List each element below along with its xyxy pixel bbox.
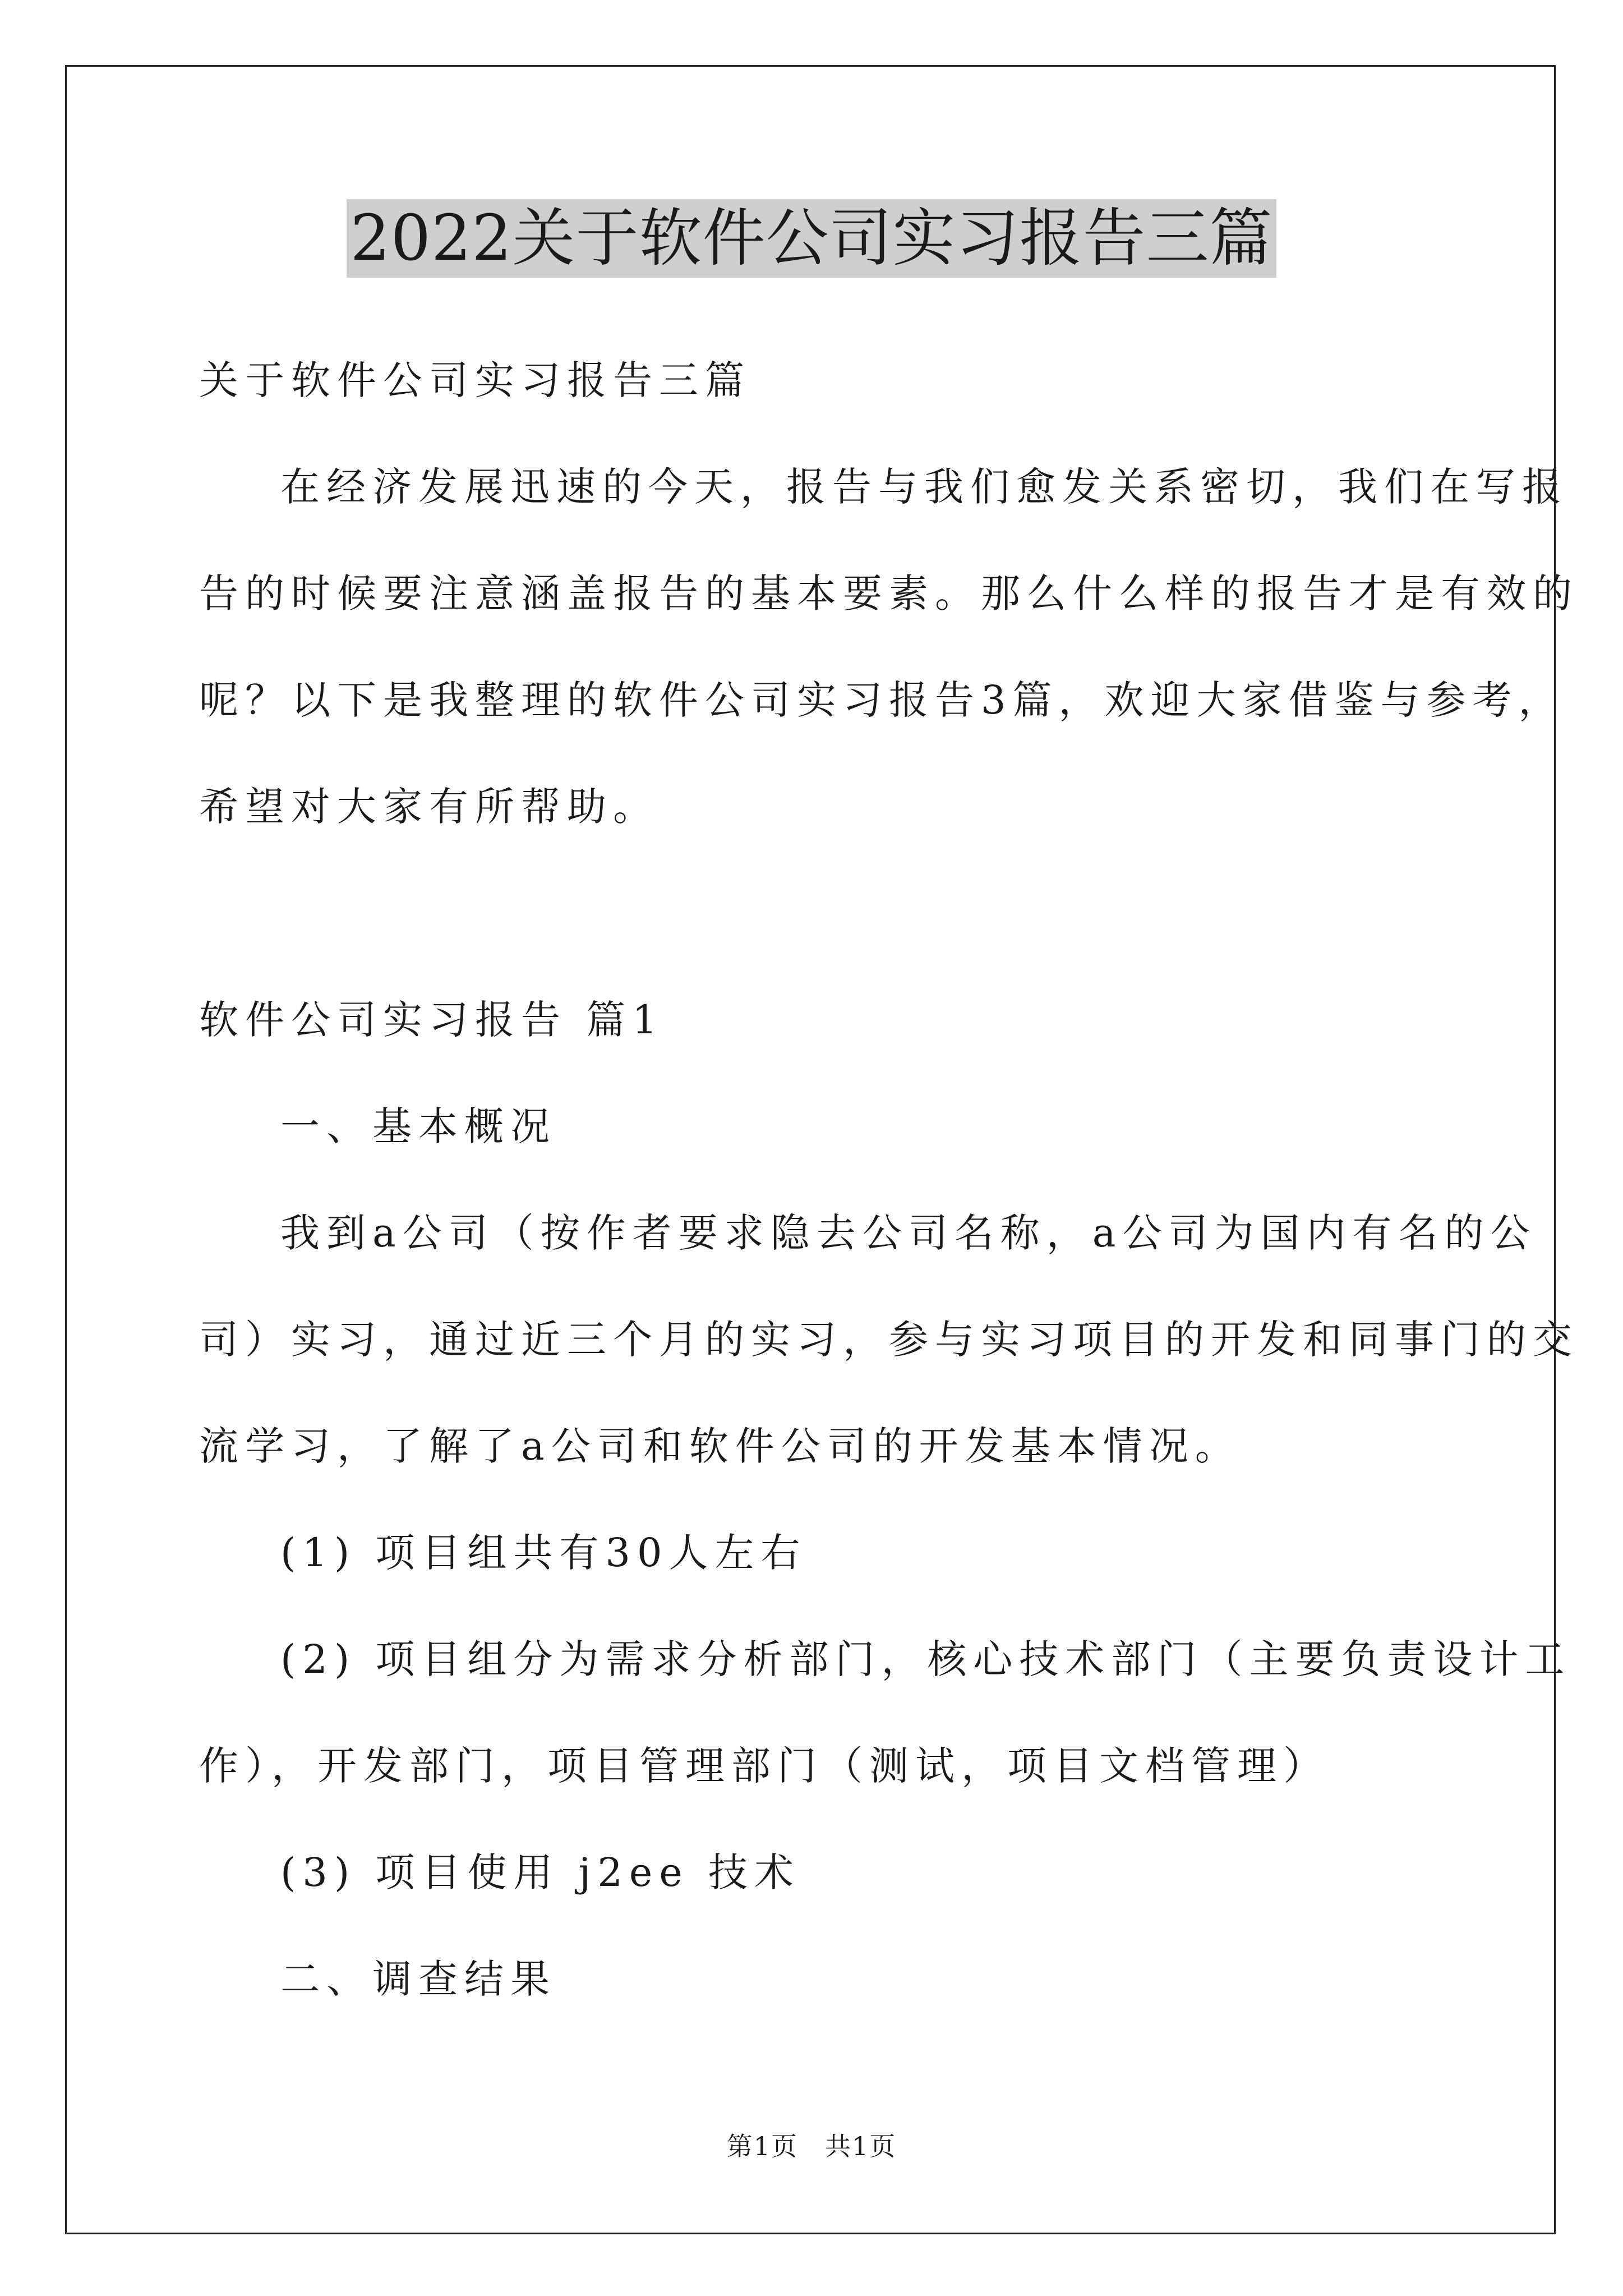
- part2-heading: 二、调查结果: [280, 1956, 556, 2002]
- part1-line-3: 流学习，了解了a公司和软件公司的开发基本情况。: [199, 1423, 1241, 1469]
- part1-line-2: 司）实习，通过近三个月的实习，参与实习项目的开发和同事门的交: [199, 1317, 1579, 1363]
- page-total: 共1页: [825, 2131, 897, 2161]
- intro-line-3: 呢？以下是我整理的软件公司实习报告3篇，欢迎大家借鉴与参考，: [199, 677, 1565, 723]
- list-item-2-line-2: 作），开发部门，项目管理部门（测试，项目文档管理）: [199, 1743, 1329, 1789]
- intro-line-2: 告的时候要注意涵盖报告的基本要素。那么什么样的报告才是有效的: [199, 570, 1579, 616]
- subtitle: 关于软件公司实习报告三篇: [199, 357, 751, 403]
- intro-line-4: 希望对大家有所帮助。: [199, 784, 659, 830]
- page-footer: [0, 2129, 1623, 2163]
- section-heading: 软件公司实习报告 篇1: [199, 997, 664, 1043]
- title-container: [0, 199, 1623, 278]
- part1-line-1: 我到a公司（按作者要求隐去公司名称，a公司为国内有名的公: [280, 1210, 1537, 1256]
- document-title: 2022关于软件公司实习报告三篇: [347, 199, 1276, 278]
- list-item-3: (3) 项目使用 j2ee 技术: [280, 1849, 800, 1895]
- list-item-1: (1) 项目组共有30人左右: [280, 1530, 807, 1576]
- part1-heading: 一、基本概况: [280, 1103, 556, 1149]
- list-item-2-line-1: (2) 项目组分为需求分析部门，核心技术部门（主要负责设计工: [280, 1636, 1571, 1682]
- intro-line-1: 在经济发展迅速的今天，报告与我们愈发关系密切，我们在写报: [280, 464, 1568, 510]
- page-number: 第1页: [726, 2131, 798, 2161]
